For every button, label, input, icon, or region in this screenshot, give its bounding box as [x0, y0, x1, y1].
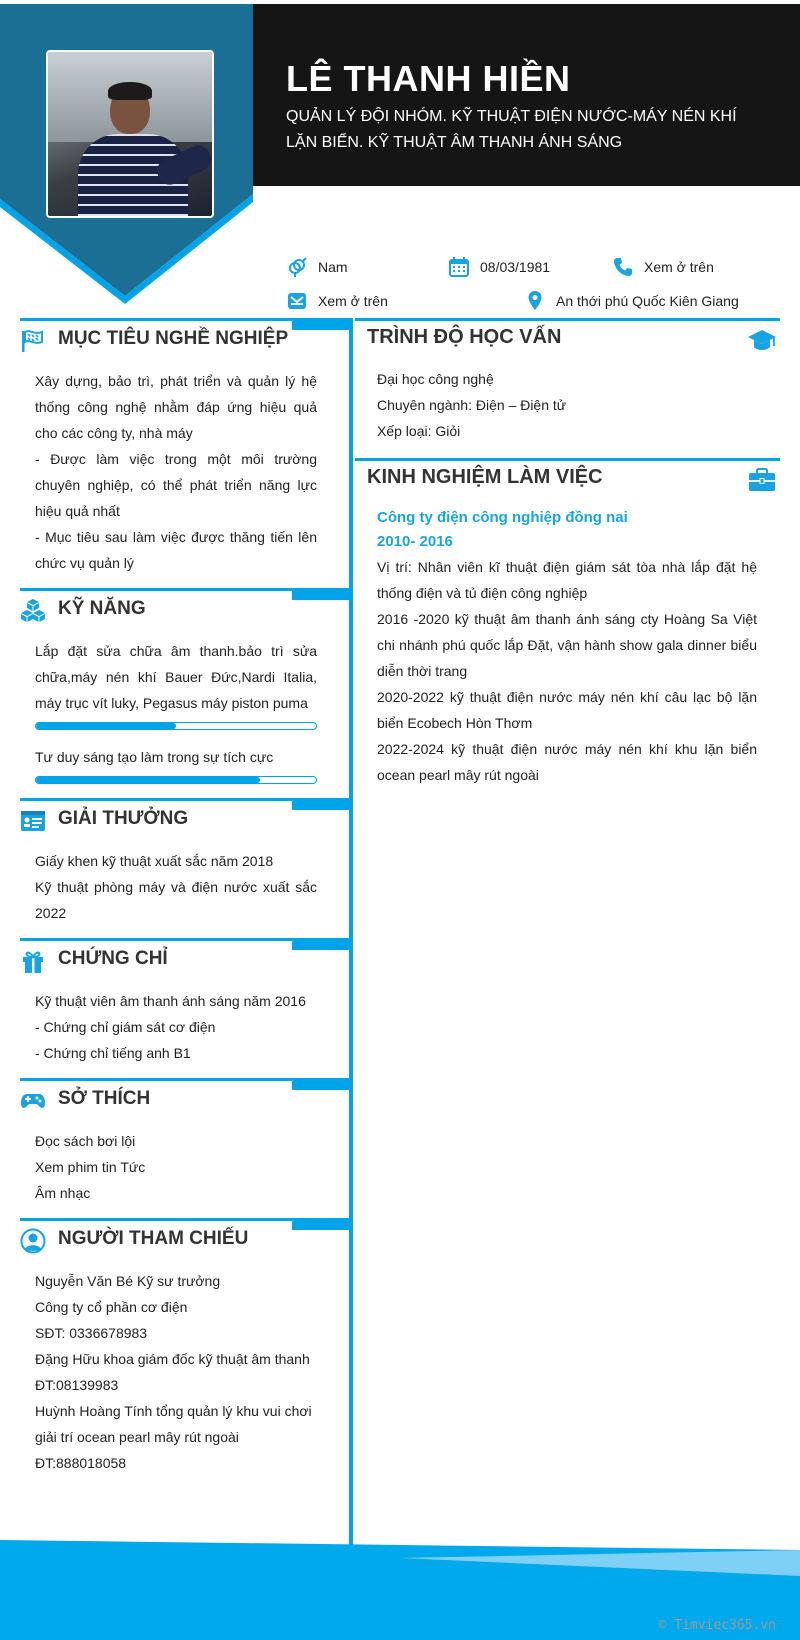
- references-content: Nguyễn Văn Bé Kỹ sư trưởng Công ty cổ phần cơ điện SĐT: 0336678983 Đặng Hữu khoa giám đốc kỹ thuật âm thanh ĐT:08139983 Huỳnh Hoàng Tính tổng quản lý khu vui chơi giải trí ocean pearl mây rút ngoài ĐT:888018058: [35, 1273, 312, 1471]
- job-period: 2010- 2016: [377, 533, 453, 550]
- calendar-icon: [448, 256, 470, 278]
- birthday-value: 08/03/1981: [480, 259, 551, 275]
- watermark: © Timviec365.vn: [658, 1618, 776, 1633]
- section-references: [20, 1218, 350, 1478]
- section-objective: [20, 318, 350, 588]
- contact-birthday: [448, 256, 550, 278]
- candidate-headline: QUẢN LÝ ĐỘI NHÓM. KỸ THUẬT ĐIỆN NƯỚC-MÁY NÉN KHÍ LẶN BIỂN. KỸ THUẬT ÂM THANH ÁNH SÁNG: [286, 108, 737, 151]
- section-skills: [20, 588, 350, 798]
- address-value: An thới phú Quốc Kiên Giang: [556, 293, 739, 309]
- graduation-cap-icon: [747, 326, 777, 354]
- skill-level-fill: [36, 723, 176, 729]
- gift-icon: [20, 948, 46, 974]
- certificates-content: Kỹ thuật viên âm thanh ánh sáng năm 2016 - Chứng chỉ giám sát cơ điện - Chứng chỉ tiếng anh B1: [35, 993, 306, 1061]
- email-icon: [286, 290, 308, 312]
- skill-level-bar: [35, 722, 317, 730]
- skill-level-fill: [36, 777, 260, 783]
- email-value: Xem ở trên: [318, 293, 388, 309]
- contact-phone: [612, 256, 714, 278]
- location-pin-icon: [524, 290, 546, 312]
- candidate-name: LÊ THANH HIỀN: [286, 58, 571, 99]
- skills-title: KỸ NĂNG: [58, 598, 146, 619]
- skill-level-bar: [35, 776, 317, 784]
- certificates-title: CHỨNG CHỈ: [58, 948, 168, 969]
- skill-item: Lắp đặt sửa chữa âm thanh.bảo trì sửa chữa,máy nén khí Bauer Đức,Nardi Italia, máy trục vít luky, Pegasus máy piston puma: [35, 643, 317, 711]
- briefcase-icon: [747, 466, 777, 494]
- phone-value: Xem ở trên: [644, 259, 714, 275]
- contact-email: [286, 290, 388, 312]
- experience-title: KINH NGHIỆM LÀM VIỆC: [367, 466, 603, 488]
- experience-content: Công ty điện công nghiệp đồng nai 2010- 2016 Vị trí: Nhân viên kĩ thuật điện giám sát tòa nhà lắp đặt hệ thống điện và tủ điện công nghiệp 2016 -2020 kỹ thuật âm thanh ánh sáng cty Hoàng Sa Việt chi nhánh phú quốc lắp Đặt, vận hành show gala dinner biểu diễn thời trang 2020-2022 kỹ thuật điện nước máy nén khí câu lạc bộ lặn biển Ecobech Hòn Thơm 2022-2024 kỹ thuật điện nước máy nén khí khu lặn biển ocean pearl mây rút ngoài: [377, 506, 757, 788]
- user-icon: [20, 1228, 46, 1254]
- cubes-icon: [20, 598, 46, 624]
- award-list-icon: [20, 808, 46, 834]
- profile-photo: [46, 50, 214, 218]
- awards-content: Giấy khen kỹ thuật xuất sắc năm 2018 Kỹ thuật phòng máy và điện nước xuất sắc 2022: [35, 853, 317, 921]
- section-experience: [355, 458, 780, 818]
- flag-icon: [20, 328, 46, 354]
- section-education: [355, 318, 780, 448]
- section-certificates: [20, 938, 350, 1078]
- objective-content: Xây dựng, bảo trì, phát triển và quản lý hệ thống công nghệ nhằm đáp ứng hiệu quả cho các công ty, nhà máy - Được làm việc trong một môi trường chuyên nghiệp, có thể phát triển năng lực hiệu quả nhất - Mục tiêu sau làm việc được thăng tiến lên chức vụ quản lý: [35, 373, 317, 571]
- phone-icon: [612, 256, 634, 278]
- section-hobbies: [20, 1078, 350, 1218]
- objective-title: MỤC TIÊU NGHỀ NGHIỆP: [58, 328, 289, 349]
- hobbies-content: Đọc sách bơi lội Xem phim tin Tức Âm nhạc: [35, 1133, 146, 1201]
- hobbies-title: SỞ THÍCH: [58, 1088, 151, 1109]
- gender-icon: [286, 256, 308, 278]
- awards-title: GIẢI THƯỞNG: [58, 808, 189, 829]
- references-title: NGƯỜI THAM CHIẾU: [58, 1228, 249, 1249]
- contact-gender: [286, 256, 348, 278]
- gamepad-icon: [20, 1088, 46, 1114]
- education-title: TRÌNH ĐỘ HỌC VẤN: [367, 326, 562, 348]
- education-content: Đại học công nghệ Chuyên ngành: Điện – Điện tử Xếp loại: Giỏi: [377, 371, 567, 439]
- skills-content: [35, 638, 317, 798]
- skill-item: Tư duy sáng tạo làm trong sự tích cực: [35, 749, 274, 765]
- job-company: Công ty điện công nghiệp đồng nai: [377, 509, 628, 526]
- contact-address: [524, 290, 739, 312]
- section-awards: [20, 798, 350, 938]
- gender-value: Nam: [318, 259, 348, 275]
